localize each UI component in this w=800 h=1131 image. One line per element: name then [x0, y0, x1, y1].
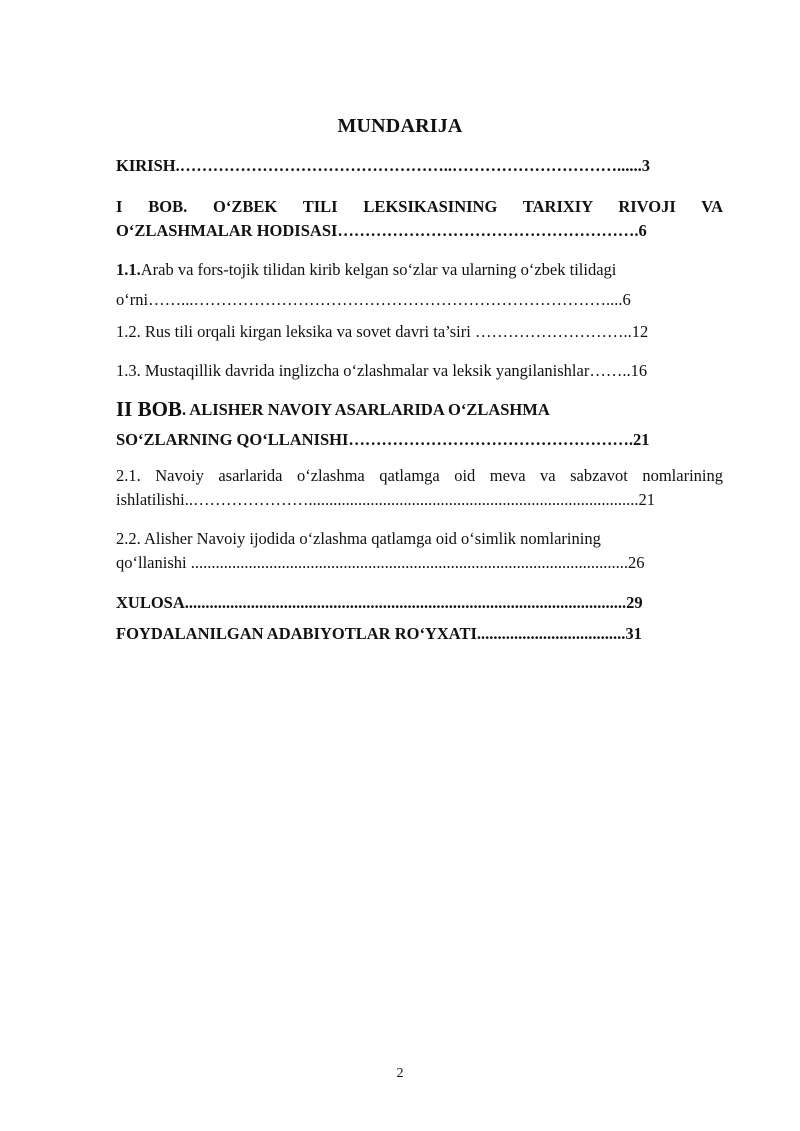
toc-entry-line: qo‘llanishi ..........................................................................................................26 [116, 552, 645, 572]
toc-entry-section-1-1[interactable] [116, 258, 723, 312]
toc-entry-text: FOYDALANILGAN ADABIYOTLAR RO‘YXATI....................................31 [116, 624, 642, 643]
chapter-lead: II BOB [116, 398, 182, 421]
toc-entry-text: KIRISH.…………………………………………..…………………………......3 [116, 156, 650, 175]
toc-entry-text: Arab va fors-tojik tilidan kirib kelgan so‘zlar va ularning o‘zbek tilidagi [140, 260, 617, 279]
toc-entry-section-1-2[interactable] [116, 320, 723, 350]
toc-entry-xulosa[interactable] [116, 591, 723, 621]
toc-entry-text: XULOSA...........................................................................................................29 [116, 593, 643, 612]
toc-entry-line: o‘rni……...…………………………………………………………………....6 [116, 290, 631, 309]
toc-entry-line: I BOB. O‘ZBEK TILI LEKSIKASINING TARIXIY RIVOJI VA [116, 197, 723, 216]
toc-entry-section-2-1[interactable] [116, 464, 723, 511]
toc-entry-line [116, 398, 723, 428]
toc-entry-line: O‘ZLASHMALAR HODISASI……………………………………………….6 [116, 220, 647, 240]
toc-entry-kirish[interactable] [116, 154, 723, 184]
toc-entry-line [116, 258, 723, 288]
toc-entry-line: 2.1. Navoiy asarlarida o‘zlashma qatlamga oid meva va sabzavot nomlarining [116, 466, 723, 485]
toc-entry-section-1-3[interactable] [116, 359, 723, 389]
toc-title: MUNDARIJA [337, 115, 463, 137]
toc-entry-text: . ALISHER NAVOIY ASARLARIDA O‘ZLASHMA [181, 400, 550, 419]
toc-entry-text: 1.3. Mustaqillik davrida inglizcha o‘zlashmalar va leksik yangilanishlar……..16 [116, 361, 648, 380]
toc-entry-line: SO‘ZLARNING QO‘LLANISHI…………………………………………….21 [116, 430, 650, 449]
toc-entry-line: 2.2. Alisher Navoiy ijodida o‘zlashma qatlamga oid o‘simlik nomlarining [116, 529, 601, 548]
section-number: 1.1. [116, 260, 141, 279]
page-number: 2 [396, 1066, 404, 1081]
toc-entry-line: ishlatilishi..…………………................................................................................21 [116, 489, 656, 509]
toc-entry-chapter-1[interactable] [116, 195, 723, 242]
toc-entry-bibliography[interactable] [116, 622, 723, 652]
toc-entry-text: 1.2. Rus tili orqali kirgan leksika va sovet davri ta’siri ………………………..12 [116, 322, 649, 341]
toc-entry-chapter-2[interactable] [116, 398, 723, 452]
toc-entry-section-2-2[interactable] [116, 527, 723, 574]
